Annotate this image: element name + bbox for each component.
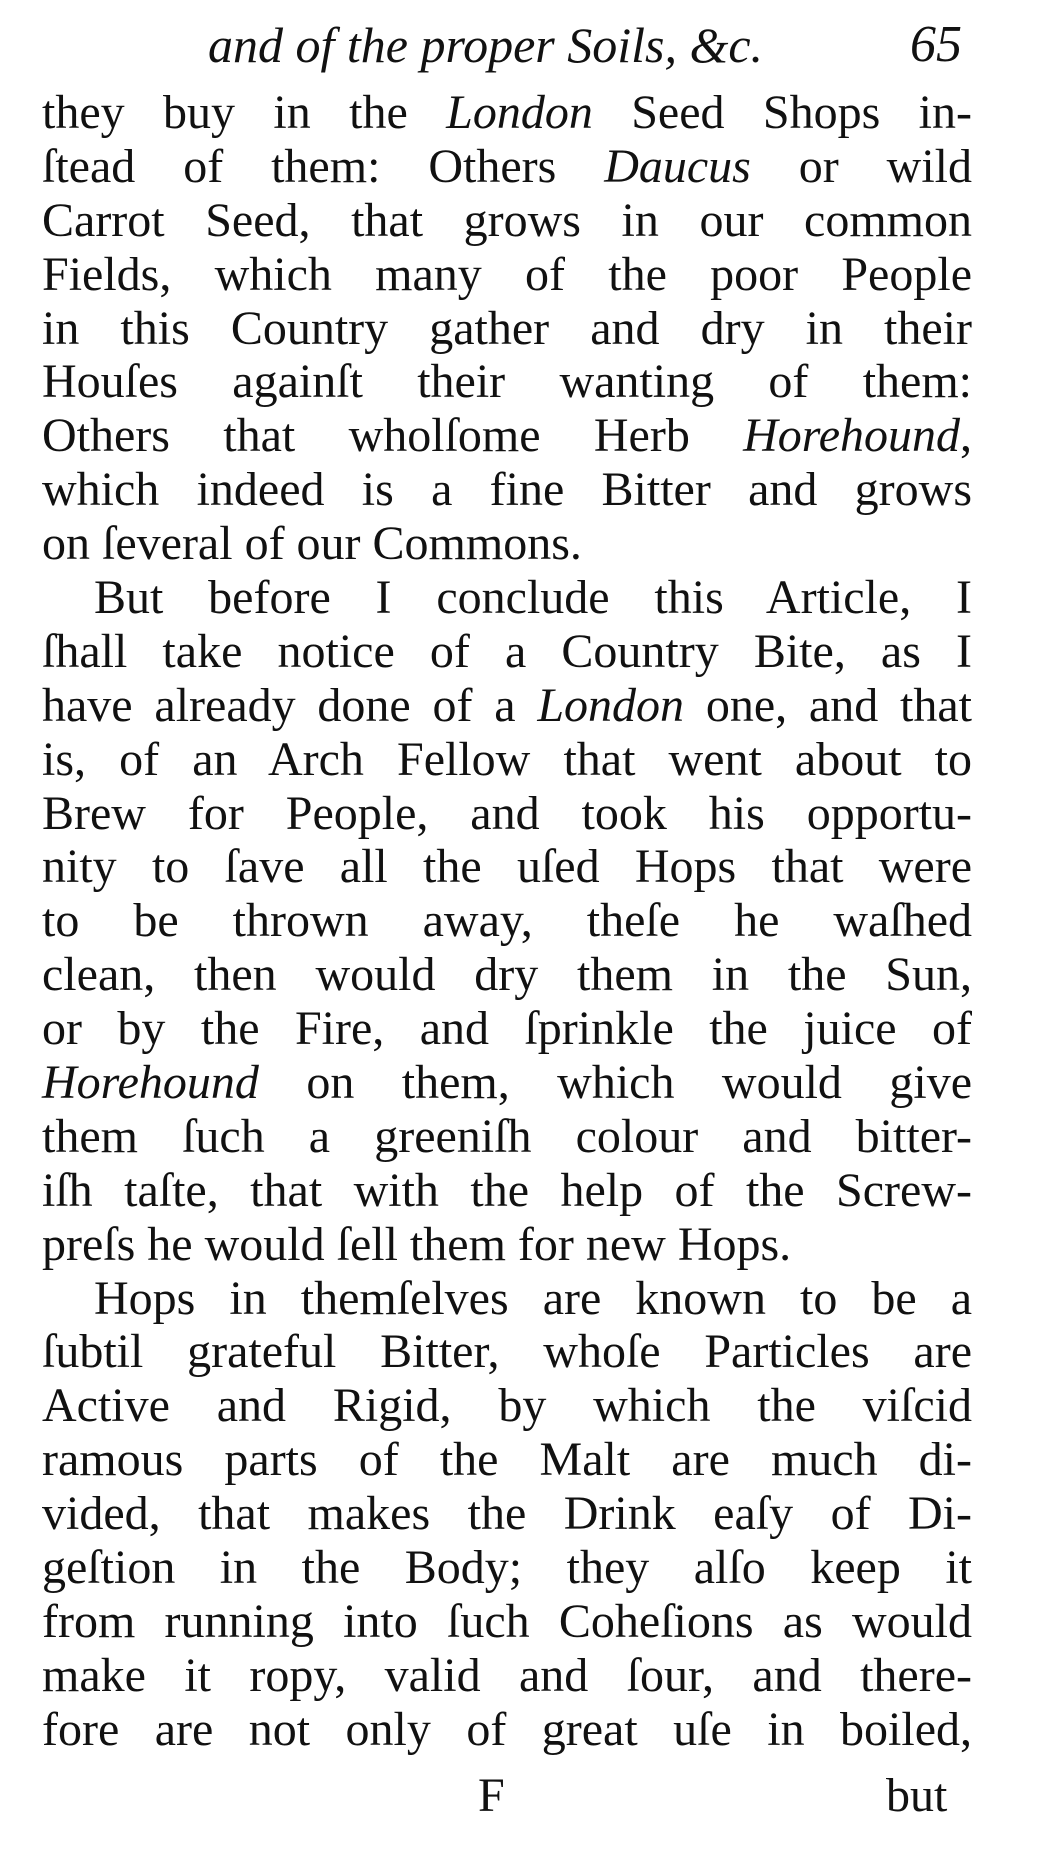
catchword: but xyxy=(886,1769,948,1822)
text-line: ramous parts of the Malt are much di- xyxy=(42,1433,972,1487)
text-line: Horehound on them, which would give xyxy=(42,1056,972,1110)
text-line: clean, then would dry them in the Sun, xyxy=(42,948,972,1002)
text-line: ſhall take notice of a Country Bite, as I xyxy=(42,624,972,678)
text-line: geſtion in the Body; they alſo keep it xyxy=(42,1541,972,1595)
text-line: preſs he would ſell them for new Hops. xyxy=(42,1217,792,1271)
signature-mark: F xyxy=(478,1769,505,1822)
text-line: Active and Rigid, by which the viſcid xyxy=(42,1379,972,1433)
text-line: nity to ſave all the uſed Hops that were xyxy=(42,840,972,894)
running-head-title: and of the proper Soils, &c. xyxy=(208,17,764,73)
text-line: But before I conclude this Article, I xyxy=(94,571,972,625)
text-line: Houſes againſt their wanting of them: xyxy=(42,355,972,409)
text-line: have already done of a London one, and that xyxy=(42,678,972,732)
text-line: on ſeveral of our Commons. xyxy=(42,517,582,571)
text-line: make it ropy, valid and ſour, and there- xyxy=(42,1648,972,1702)
text-line: vided, that makes the Drink eaſy of Di- xyxy=(42,1487,972,1541)
text-line: them ſuch a greeniſh colour and bitter- xyxy=(42,1109,972,1163)
running-head xyxy=(0,10,1044,80)
text-line: Hops in themſelves are known to be a xyxy=(94,1271,972,1325)
text-line: Carrot Seed, that grows in our common xyxy=(42,193,972,247)
text-line: to be thrown away, theſe he waſhed xyxy=(42,894,972,948)
text-line: ſtead of them: Others Daucus or wild xyxy=(42,139,973,193)
text-line: in this Country gather and dry in their xyxy=(42,301,972,355)
text-line: Brew for People, and took his opportu- xyxy=(42,786,972,840)
text-line: is, of an Arch Fellow that went about to xyxy=(42,732,972,786)
page-number: 65 xyxy=(910,16,962,73)
text-line: ſubtil grateful Bitter, whoſe Particles are xyxy=(42,1325,972,1379)
text-line: they buy in the London Seed Shops in- xyxy=(42,86,973,139)
text-line: Fields, which many of the poor People xyxy=(42,247,972,301)
page-footer xyxy=(0,1766,1044,1826)
text-line: which indeed is a fine Bitter and grows xyxy=(42,463,972,517)
text-line: iſh taſte, that with the help of the Screw- xyxy=(42,1163,972,1217)
text-line: Others that wholſome Herb Horehound, xyxy=(42,409,972,463)
text-line: fore are not only of great uſe in boiled, xyxy=(42,1702,972,1756)
body-text xyxy=(42,86,972,1757)
text-line: or by the Fire, and ſprinkle the juice of xyxy=(42,1002,972,1056)
text-line: from running into ſuch Coheſions as would xyxy=(42,1594,972,1648)
